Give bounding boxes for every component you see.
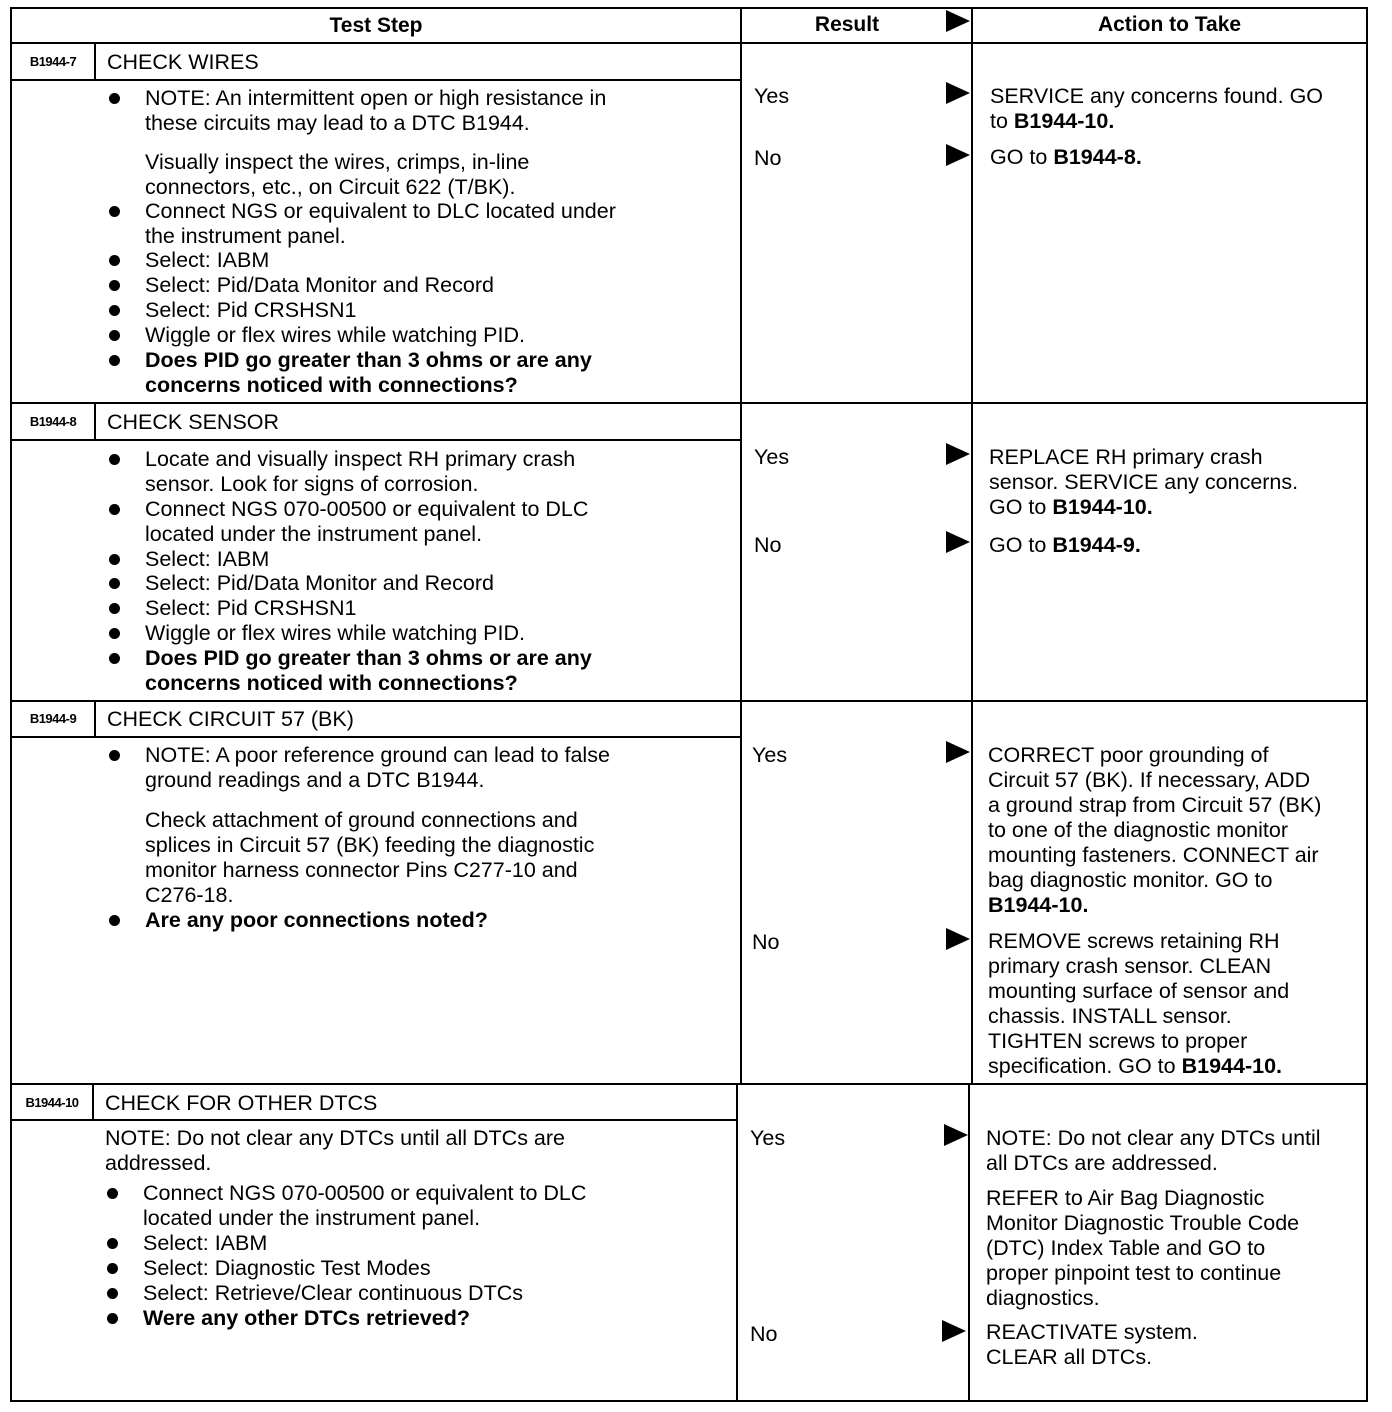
col-divider-1-upper (740, 7, 742, 1085)
header-bottom-border (10, 42, 1368, 44)
yes-arrow-icon (944, 1124, 968, 1146)
step-line: Select: Retrieve/Clear continuous DTCs (143, 1281, 523, 1305)
step-question: concerns noticed with connections? (145, 373, 518, 397)
no-arrow-icon (942, 1320, 966, 1342)
action-yes: REPLACE RH primary crash sensor. SERVICE any concerns. GO to B1944-10. (989, 445, 1299, 519)
no-arrow-icon (946, 144, 970, 166)
step-question: Does PID go greater than 3 ohms or are any (145, 646, 592, 670)
step-line: connectors, etc., on Circuit 622 (T/BK). (145, 175, 516, 199)
action-yes-refer: REFER to Air Bag Diagnostic Monitor Diagnostic Trouble Code (DTC) Index Table and GO to proper pinpoint test to continue diagnostics. (986, 1186, 1300, 1310)
row-separator-10 (10, 1083, 1368, 1085)
col-divider-2-lower (968, 1085, 970, 1402)
no-arrow-icon (946, 531, 970, 553)
col-divider-2-upper (971, 7, 973, 1085)
step-line: NOTE: An intermittent open or high resistance in (145, 86, 607, 110)
yes-arrow-icon (946, 741, 970, 763)
bullet-icon (109, 750, 120, 761)
result-no: No (754, 146, 782, 170)
step-code-8: B1944-8 (29, 414, 77, 429)
table-left-border (10, 7, 12, 1402)
step-title-7: CHECK WIRES (107, 50, 259, 74)
action-yes: SERVICE any concerns found. GO to B1944-10. (990, 84, 1324, 133)
result-no: No (754, 533, 782, 557)
yes-arrow-icon (946, 82, 970, 104)
result-no: No (752, 930, 780, 954)
action-no: REMOVE screws retaining RH primary crash sensor. CLEAN mounting surface of sensor and chassis. INSTALL sensor. TIGHTEN screws to proper specification. GO to B1944-10. (988, 929, 1290, 1078)
step-line: Select: IABM (145, 248, 270, 272)
step-code-9: B1944-9 (29, 711, 77, 726)
no-arrow-icon (946, 928, 970, 950)
bullet-icon (109, 603, 120, 614)
step-line: NOTE: Do not clear any DTCs until all DTCs are (105, 1126, 565, 1150)
step-line: monitor harness connector Pins C277-10 and (145, 858, 578, 882)
step-line: Select: Pid CRSHSN1 (145, 596, 357, 620)
step-line: ground readings and a DTC B1944. (145, 768, 485, 792)
result-yes: Yes (750, 1126, 786, 1150)
bullet-icon (109, 305, 120, 316)
step-question: concerns noticed with connections? (145, 671, 518, 695)
step-line: Visually inspect the wires, crimps, in-line (145, 150, 530, 174)
step-line: Locate and visually inspect RH primary crash (145, 447, 576, 471)
bullet-icon (109, 206, 120, 217)
result-yes: Yes (752, 743, 788, 767)
step-line: Connect NGS 070-00500 or equivalent to DLC (145, 497, 589, 521)
bullet-icon (109, 454, 120, 465)
bullet-icon (109, 504, 120, 515)
step-line: NOTE: A poor reference ground can lead to false (145, 743, 610, 767)
title-underline-7 (10, 79, 740, 81)
bullet-icon (109, 915, 120, 926)
row-separator-8 (10, 402, 1368, 404)
step-line: Connect NGS or equivalent to DLC located under (145, 199, 616, 223)
step-line: C276-18. (145, 883, 234, 907)
result-yes: Yes (754, 445, 790, 469)
header-action: Action to Take (1097, 13, 1242, 36)
bullet-icon (109, 93, 120, 104)
yes-arrow-icon (946, 443, 970, 465)
step-line: Select: Pid/Data Monitor and Record (145, 571, 494, 595)
step-question: Does PID go greater than 3 ohms or are any (145, 348, 592, 372)
action-no: GO to B1944-9. (989, 533, 1141, 557)
step-line: these circuits may lead to a DTC B1944. (145, 111, 530, 135)
step-line: Select: Pid/Data Monitor and Record (145, 273, 494, 297)
step-line: Check attachment of ground connections and (145, 808, 578, 832)
step-line: Select: Diagnostic Test Modes (143, 1256, 431, 1280)
code-divider-8 (94, 404, 96, 439)
table-top-border (10, 7, 1368, 9)
table-right-border (1366, 7, 1368, 1402)
step-line: located under the instrument panel. (143, 1206, 481, 1230)
header-arrow-icon (946, 10, 970, 32)
bullet-icon (109, 255, 120, 266)
bullet-icon (107, 1188, 118, 1199)
step-line: Select: IABM (145, 547, 270, 571)
step-line: Wiggle or flex wires while watching PID. (145, 323, 525, 347)
row-separator-9 (10, 700, 1368, 702)
step-line: addressed. (105, 1151, 212, 1175)
action-no: GO to B1944-8. (990, 145, 1142, 169)
step-code-7: B1944-7 (29, 54, 77, 69)
title-underline-8 (10, 439, 740, 441)
header-result: Result (814, 13, 880, 36)
bullet-icon (109, 628, 120, 639)
code-divider-9 (94, 702, 96, 736)
col-divider-1-lower (736, 1085, 738, 1402)
step-title-10: CHECK FOR OTHER DTCS (105, 1091, 378, 1115)
bullet-icon (107, 1263, 118, 1274)
bullet-icon (109, 653, 120, 664)
step-title-9: CHECK CIRCUIT 57 (BK) (107, 707, 354, 731)
step-title-8: CHECK SENSOR (107, 410, 280, 434)
bullet-icon (107, 1288, 118, 1299)
title-underline-9 (10, 736, 740, 738)
step-code-10: B1944-10 (25, 1095, 79, 1110)
action-yes: NOTE: Do not clear any DTCs until all DTCs are addressed. (986, 1126, 1321, 1175)
step-line: Select: Pid CRSHSN1 (145, 298, 357, 322)
bullet-icon (107, 1238, 118, 1249)
action-yes: CORRECT poor grounding of Circuit 57 (BK). If necessary, ADD a ground strap from Circuit 57 (BK) to one of the diagnostic monitor mounting fasteners. CONNECT air bag diagnostic monitor. GO to B1944-10. (988, 743, 1322, 917)
step-question: Were any other DTCs retrieved? (143, 1306, 470, 1330)
step-question: Are any poor connections noted? (145, 908, 488, 932)
step-line: located under the instrument panel. (145, 522, 483, 546)
step-line: the instrument panel. (145, 224, 346, 248)
bullet-icon (109, 280, 120, 291)
bullet-icon (109, 554, 120, 565)
action-no: REACTIVATE system. CLEAR all DTCs. (986, 1320, 1198, 1369)
step-line: splices in Circuit 57 (BK) feeding the diagnostic (145, 833, 595, 857)
result-yes: Yes (754, 84, 790, 108)
bullet-icon (109, 578, 120, 589)
step-line: Select: IABM (143, 1231, 268, 1255)
step-line: Connect NGS 070-00500 or equivalent to DLC (143, 1181, 587, 1205)
step-line: Wiggle or flex wires while watching PID. (145, 621, 525, 645)
bullet-icon (107, 1313, 118, 1324)
table-bottom-border (10, 1400, 1366, 1402)
code-divider-7 (94, 44, 96, 79)
result-no: No (750, 1322, 778, 1346)
title-underline-10 (10, 1119, 738, 1121)
bullet-icon (109, 330, 120, 341)
step-line: sensor. Look for signs of corrosion. (145, 472, 479, 496)
bullet-icon (109, 355, 120, 366)
header-test-step: Test Step (329, 14, 423, 37)
